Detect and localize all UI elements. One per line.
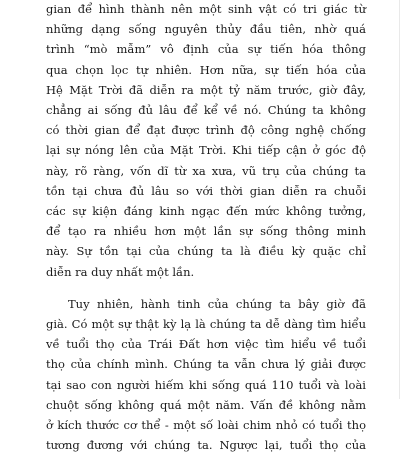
text-line: tương đương với chúng ta. Ngược lại, tuổi thọ của xyxy=(46,438,366,453)
text-line: lại sự nóng lên của Mặt Trời. Khi tiếp cận ở góc độ xyxy=(46,143,366,158)
text-line: này. Sự tồn tại của chúng ta là điều kỳ quặc chỉ xyxy=(46,244,366,259)
text-line: để tạo ra nhiều hơn một lần sự sống thông minh xyxy=(46,224,366,239)
text-line: các sự kiện đáng kinh ngạc đến mức không tưởng, xyxy=(46,204,366,219)
text-line: trình “mò mẫm” vô định của sự tiến hóa thông xyxy=(46,42,366,57)
text-line: về tuổi thọ của Trái Đất hơn việc tìm hiểu về tuổi xyxy=(46,337,366,352)
text-line: Tuy nhiên, hành tinh của chúng ta bây giờ đã xyxy=(68,296,366,311)
text-line: diễn ra duy nhất một lần. xyxy=(46,264,195,279)
text-line: chuột sống không quá một năm. Vấn đề không nằm xyxy=(46,397,366,412)
text-line: tồn tại chưa đủ lâu so với thời gian diễn ra chuỗi xyxy=(46,183,366,198)
paragraph-2 xyxy=(46,294,366,455)
text-line: ở kích thước cơ thể - một số loài chim nhỏ có tuổi thọ xyxy=(46,418,366,433)
text-line: thọ của chính mình. Chúng ta vẫn chưa lý giải được xyxy=(46,357,366,372)
text-line: tại sao con người hiếm khi sống quá 110 tuổi và loài xyxy=(46,377,366,392)
text-line: những dạng sống nguyên thủy đầu tiên, nhờ quá xyxy=(46,22,366,37)
text-line: gian để hình thành nên một sinh vật có tri giác từ xyxy=(46,2,366,16)
text-line: Hệ Mặt Trời đã diễn ra một tỷ năm trước, giờ đây, xyxy=(46,82,366,97)
text-line: có thời gian để đạt được trình độ công nghệ chống xyxy=(46,123,366,138)
text-line: già. Có một sự thật kỳ lạ là chúng ta dễ dàng tìm hiểu xyxy=(46,317,366,332)
text-line: này, rõ ràng, vốn dĩ từ xa xưa, vũ trụ của chúng ta xyxy=(46,163,366,178)
text-line: qua chọn lọc tự nhiên. Hơn nữa, sự tiến hóa của xyxy=(46,62,366,77)
text-line: chẳng ai sống đủ lâu để kể về nó. Chúng ta không xyxy=(46,103,366,118)
paragraph-1 xyxy=(46,0,366,282)
